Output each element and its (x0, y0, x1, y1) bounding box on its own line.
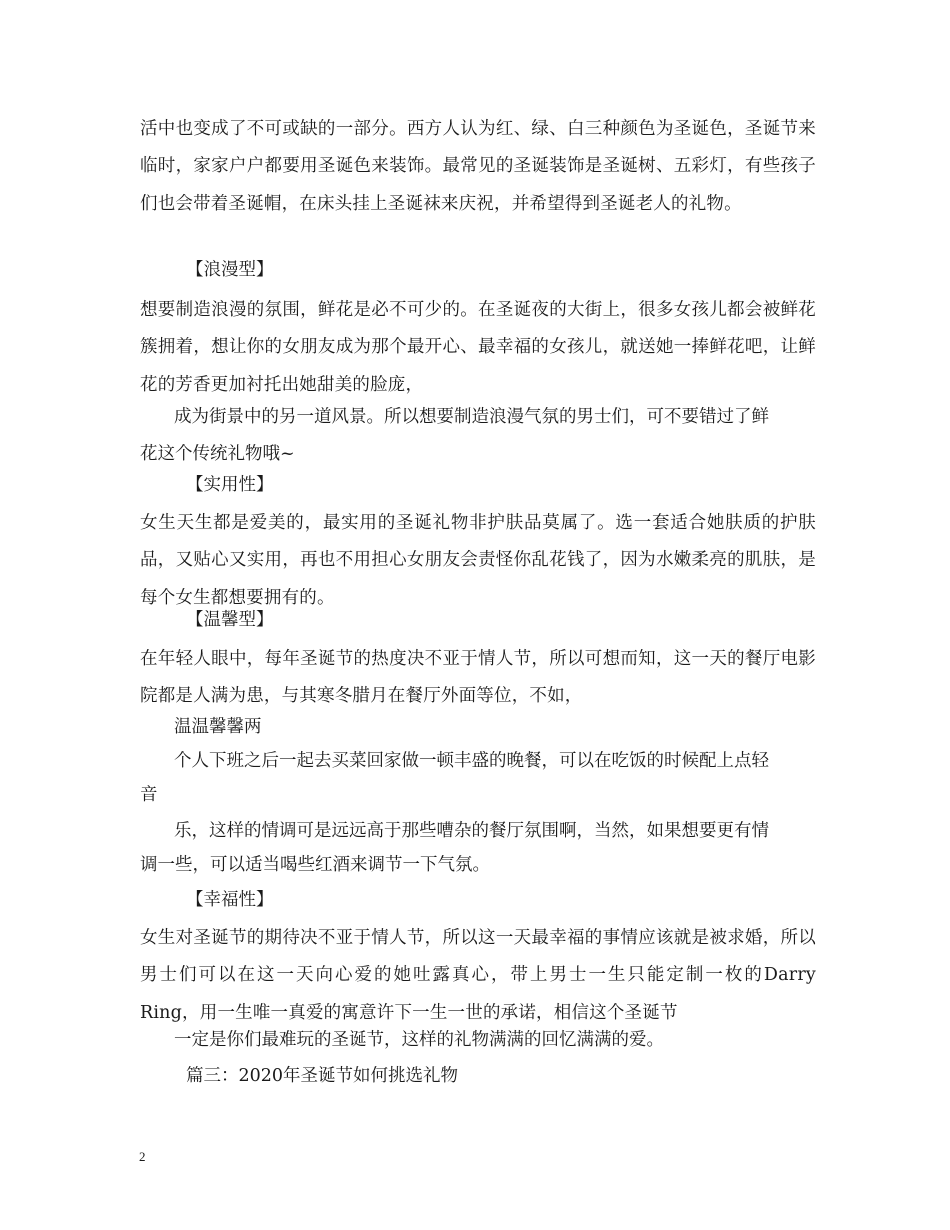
paragraph-dinner-line1: 个人下班之后一起去买菜回家做一顿丰盛的晚餐，可以在吃饭的时候配上点轻 (174, 751, 769, 771)
paragraph-happy-ending: 一定是你们最难玩的圣诞节，这样的礼物满满的回忆满满的爱。 (174, 1030, 664, 1050)
heading-warm: 【温馨型】 (186, 610, 274, 630)
page-number: 2 (139, 1149, 146, 1164)
heading-practical: 【实用性】 (186, 475, 274, 495)
paragraph-romantic: 想要制造浪漫的氛围，鲜花是必不可少的。在圣诞夜的大街上，很多女孩儿都会被鲜花簇拥着，想让你的女朋友成为那个最开心、最幸福的女孩儿，就送她一捧鲜花吧，让鲜花的芳香更加衬托出她甜美的脸庞， (140, 300, 816, 395)
paragraph-romantic-cont-line2: 花这个传统礼物哦~ (140, 444, 295, 464)
paragraph-christmas-colors: 活中也变成了不可或缺的一部分。西方人认为红、绿、白三种颜色为圣诞色，圣诞节来临时，家家户户都要用圣诞色来装饰。最常见的圣诞装饰是圣诞树、五彩灯，有些孩子们也会带着圣诞帽，在床头挂上圣诞袜来庆祝，并希望得到圣诞老人的礼物。 (140, 119, 816, 214)
heading-romantic: 【浪漫型】 (186, 260, 274, 280)
paragraph-warm-line: 温温馨馨两 (174, 717, 262, 737)
heading-happy: 【幸福性】 (186, 890, 274, 910)
section-title-part-three: 篇三：2020年圣诞节如何挑选礼物 (186, 1066, 459, 1086)
paragraph-warm: 在年轻人眼中，每年圣诞节的热度决不亚于情人节，所以可想而知，这一天的餐厅电影院都是人满为患，与其寒冬腊月在餐厅外面等位，不如， (140, 649, 816, 707)
paragraph-practical: 女生天生都是爱美的，最实用的圣诞礼物非护肤品莫属了。选一套适合她肤质的护肤品，又贴心又实用，再也不用担心女朋友会责怪你乱花钱了，因为水嫩柔亮的肌肤，是每个女生都想要拥有的。 (140, 513, 816, 608)
paragraph-music-line2: 调一些，可以适当喝些红酒来调节一下气氛。 (140, 855, 490, 875)
paragraph-romantic-cont-line1: 成为街景中的另一道风景。所以想要制造浪漫气氛的男士们，可不要错过了鲜 (174, 407, 769, 427)
paragraph-dinner-line2: 音 (140, 785, 158, 805)
paragraph-music-line1: 乐，这样的情调可是远远高于那些嘈杂的餐厅氛围啊，当然，如果想要更有情 (174, 821, 769, 841)
paragraph-happy: 女生对圣诞节的期待决不亚于情人节，所以这一天最幸福的事情应该就是被求婚，所以男士们可以在这一天向心爱的她吐露真心，带上男士一生只能定制一枚的Darry Ring，用一生唯一真爱的寓意许下一生一世的承诺，相信这个圣诞节 (140, 928, 816, 1023)
